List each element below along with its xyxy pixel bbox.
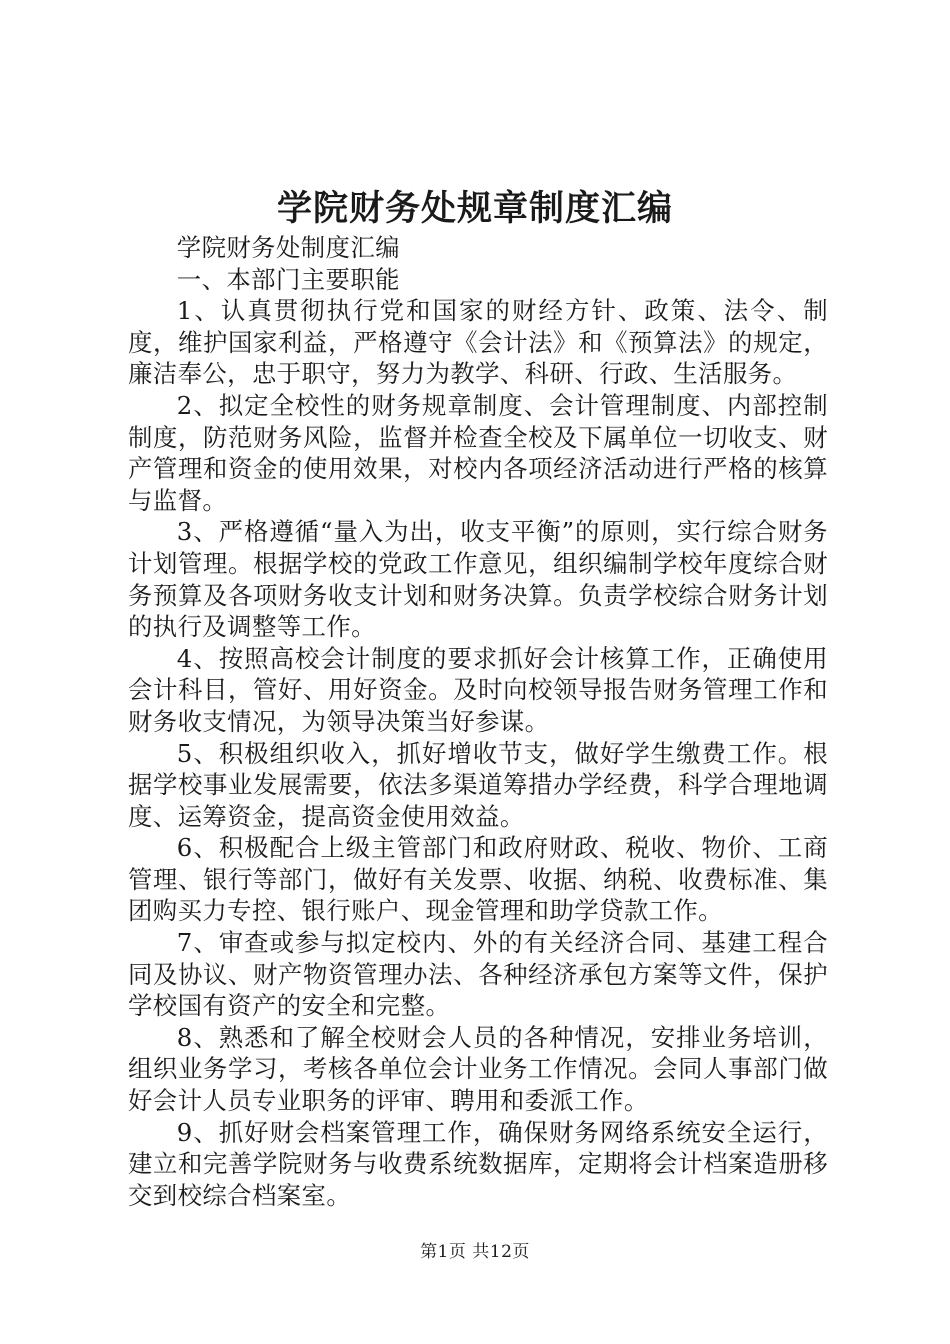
duty-paragraph-4: 4、按照高校会计制度的要求抓好会计核算工作，正确使用会计科目，管好、用好资金。及时向校领导报告财务管理工作和财务收支情况，为领导决策当好参谋。 — [128, 643, 828, 736]
page-footer: 第1页 共12页 — [420, 1242, 530, 1262]
document-body — [128, 232, 828, 1211]
duty-paragraph-9: 9、抓好财会档案管理工作，确保财务网络系统安全运行，建立和完善学院财务与收费系统数据库，定期将会计档案造册移交到校综合档案室。 — [128, 1117, 828, 1210]
duty-paragraph-1: 1、认真贯彻执行党和国家的财经方针、政策、法令、制度，维护国家利益，严格遵守《会计法》和《预算法》的规定，廉洁奉公，忠于职守，努力为教学、科研、行政、生活服务。 — [128, 296, 828, 389]
duty-paragraph-2: 2、拟定全校性的财务规章制度、会计管理制度、内部控制制度，防范财务风险，监督并检查全校及下属单位一切收支、财产管理和资金的使用效果，对校内各项经济活动进行严格的核算与监督。 — [128, 390, 828, 515]
document-title: 学院财务处规章制度汇编 — [276, 188, 673, 229]
duty-paragraph-8: 8、熟悉和了解全校财会人员的各种情况，安排业务培训，组织业务学习，考核各单位会计业务工作情况。会同人事部门做好会计人员专业职务的评审、聘用和委派工作。 — [128, 1022, 828, 1116]
duty-paragraph-3: 3、严格遵循“量入为出，收支平衡”的原则，实行综合财务计划管理。根据学校的党政工作意见，组织编制学校年度综合财务预算及各项财务收支计划和财务决算。负责学校综合财务计划的执行及调整等工作。 — [128, 517, 828, 642]
duty-paragraph-6: 6、积极配合上级主管部门和政府财政、税收、物价、工商管理、银行等部门，做好有关发票、收据、纳税、收费标准、集团购买力专控、银行账户、现金管理和助学贷款工作。 — [128, 833, 828, 926]
section-heading: 学院财务处制度汇编 — [176, 233, 400, 262]
section-subheading: 一、本部门主要职能 — [176, 264, 400, 294]
duty-paragraph-5: 5、积极组织收入，抓好增收节支，做好学生缴费工作。根据学校事业发展需要，依法多渠道筹措办学经费，科学合理地调度、运筹资金，提高资金使用效益。 — [128, 738, 828, 831]
duty-paragraph-7: 7、审查或参与拟定校内、外的有关经济合同、基建工程合同及协议、财产物资管理办法、各种经济承包方案等文件，保护学校国有资产的安全和完整。 — [128, 928, 828, 1021]
